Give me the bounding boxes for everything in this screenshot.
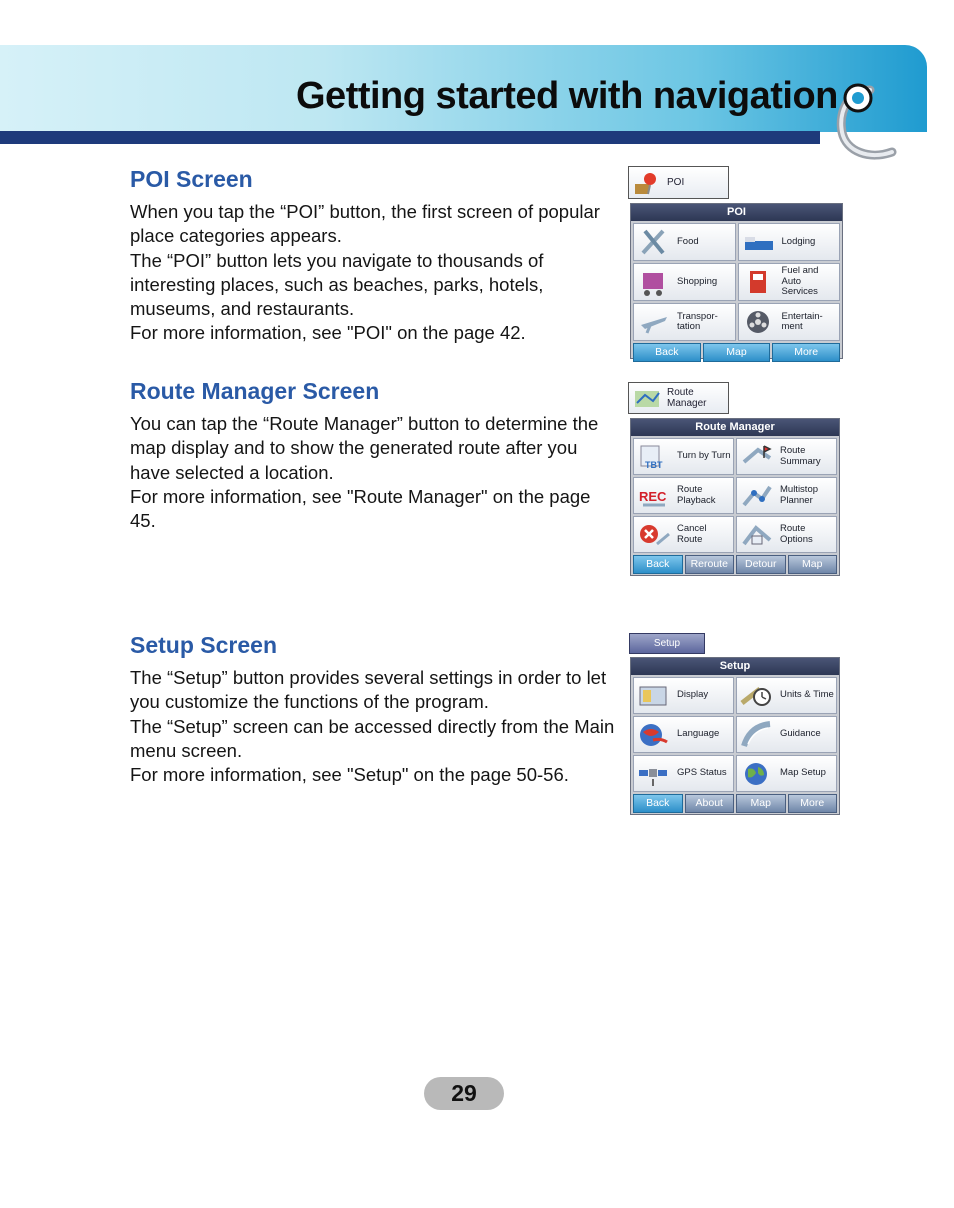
route-turn-by-turn-button[interactable]: TBT Turn by Turn — [633, 438, 734, 475]
display-icon — [637, 681, 671, 711]
page-title: Getting started with navigation — [296, 75, 838, 117]
setup-display-button[interactable]: Display — [633, 677, 734, 714]
setup-paragraph: The “Setup” button provides several settings in order to let you customize the functions of the program. — [130, 667, 607, 713]
airplane-icon — [637, 307, 671, 337]
route-section-title: Route Manager Screen — [130, 378, 380, 404]
turn-list-icon — [637, 442, 671, 472]
poi-screen — [630, 203, 843, 359]
route-playback-button[interactable]: REC Route Playback — [633, 477, 734, 514]
poi-back-button[interactable]: Back — [633, 343, 701, 362]
route-reroute-button[interactable]: Reroute — [685, 555, 735, 574]
multistop-icon — [740, 481, 774, 511]
poi-more-button[interactable]: More — [772, 343, 840, 362]
clock-ruler-icon — [740, 681, 774, 711]
globe-language-icon — [637, 720, 671, 750]
route-multistop-button[interactable]: Multistop Planner — [736, 477, 837, 514]
setup-guidance-button[interactable]: Guidance — [736, 716, 837, 753]
poi-transportation-button[interactable]: Transpor-tation — [633, 303, 736, 341]
poi-paragraph: When you tap the “POI” button, the first screen of popular place categories appears. — [130, 201, 600, 247]
setup-section-title: Setup Screen — [130, 632, 277, 658]
bed-icon — [742, 227, 776, 257]
poi-screen-title: POI — [631, 204, 842, 221]
setup-back-button[interactable]: Back — [633, 794, 683, 813]
fork-knife-icon — [637, 227, 671, 257]
shopping-cart-icon — [637, 267, 671, 297]
setup-map-setup-button[interactable]: Map Setup — [736, 755, 837, 792]
poi-paragraph: The “POI” button lets you navigate to thousands of interesting places, such as beaches, parks, hotels, museums, and restaurants. — [130, 249, 544, 320]
route-detour-button[interactable]: Detour — [736, 555, 786, 574]
route-summary-button[interactable]: Route Summary — [736, 438, 837, 475]
poi-paragraph: For more information, see "POI" on the page 42. — [130, 322, 526, 344]
poi-pin-icon — [633, 170, 661, 196]
cancel-x-icon — [637, 520, 671, 550]
poi-lodging-button[interactable]: Lodging — [738, 223, 841, 261]
route-launch-label: Route Manager — [667, 387, 707, 409]
route-paragraph: You can tap the “Route Manager” button to determine the map display and to show the generated route after you have selected a location. — [130, 413, 599, 483]
route-manager-screen — [630, 418, 840, 576]
setup-units-time-button[interactable]: Units & Time — [736, 677, 837, 714]
route-back-button[interactable]: Back — [633, 555, 683, 574]
rec-playback-icon — [637, 481, 671, 511]
poi-map-button[interactable]: Map — [703, 343, 771, 362]
film-reel-icon — [742, 307, 776, 337]
route-options-icon — [740, 520, 774, 550]
setup-section-body — [130, 666, 620, 787]
poi-shopping-button[interactable]: Shopping — [633, 263, 736, 301]
route-options-button[interactable]: Route Options — [736, 516, 837, 553]
setup-paragraph: For more information, see "Setup" on the page 50-56. — [130, 764, 569, 786]
route-screen-title: Route Manager — [631, 419, 839, 436]
map-globe-icon — [740, 759, 774, 789]
setup-gps-status-button[interactable]: GPS Status — [633, 755, 734, 792]
satellite-icon — [637, 759, 671, 789]
svg-text:TBT: TBT — [645, 459, 663, 470]
guidance-road-icon — [740, 720, 774, 750]
summary-flag-icon — [740, 442, 774, 472]
poi-section-body — [130, 200, 620, 346]
binder-ring-icon — [830, 80, 920, 166]
poi-section-title: POI Screen — [130, 166, 253, 192]
setup-language-button[interactable]: Language — [633, 716, 734, 753]
setup-screen-title: Setup — [631, 658, 839, 675]
setup-about-button[interactable]: About — [685, 794, 735, 813]
route-cancel-button[interactable]: Cancel Route — [633, 516, 734, 553]
route-map-icon — [633, 385, 661, 411]
page-number: 29 — [424, 1077, 504, 1110]
setup-map-button[interactable]: Map — [736, 794, 786, 813]
route-paragraph: For more information, see "Route Manager" on the page 45. — [130, 485, 591, 532]
svg-text:REC: REC — [639, 488, 667, 504]
route-section-body — [130, 412, 620, 533]
poi-launch-label: POI — [667, 177, 685, 188]
poi-food-button[interactable]: Food — [633, 223, 736, 261]
route-map-button[interactable]: Map — [788, 555, 838, 574]
poi-launch-button[interactable] — [628, 166, 729, 199]
setup-launch-button[interactable]: Setup — [629, 633, 705, 654]
header-stripe — [0, 131, 820, 144]
poi-entertainment-button[interactable]: Entertain-ment — [738, 303, 841, 341]
setup-screen — [630, 657, 840, 815]
poi-fuel-button[interactable]: Fuel and Auto Services — [738, 263, 841, 301]
route-manager-launch-button[interactable] — [628, 382, 729, 414]
setup-paragraph: The “Setup” screen can be accessed directly from the Main menu screen. — [130, 715, 615, 761]
setup-more-button[interactable]: More — [788, 794, 838, 813]
fuel-pump-icon — [742, 267, 776, 297]
